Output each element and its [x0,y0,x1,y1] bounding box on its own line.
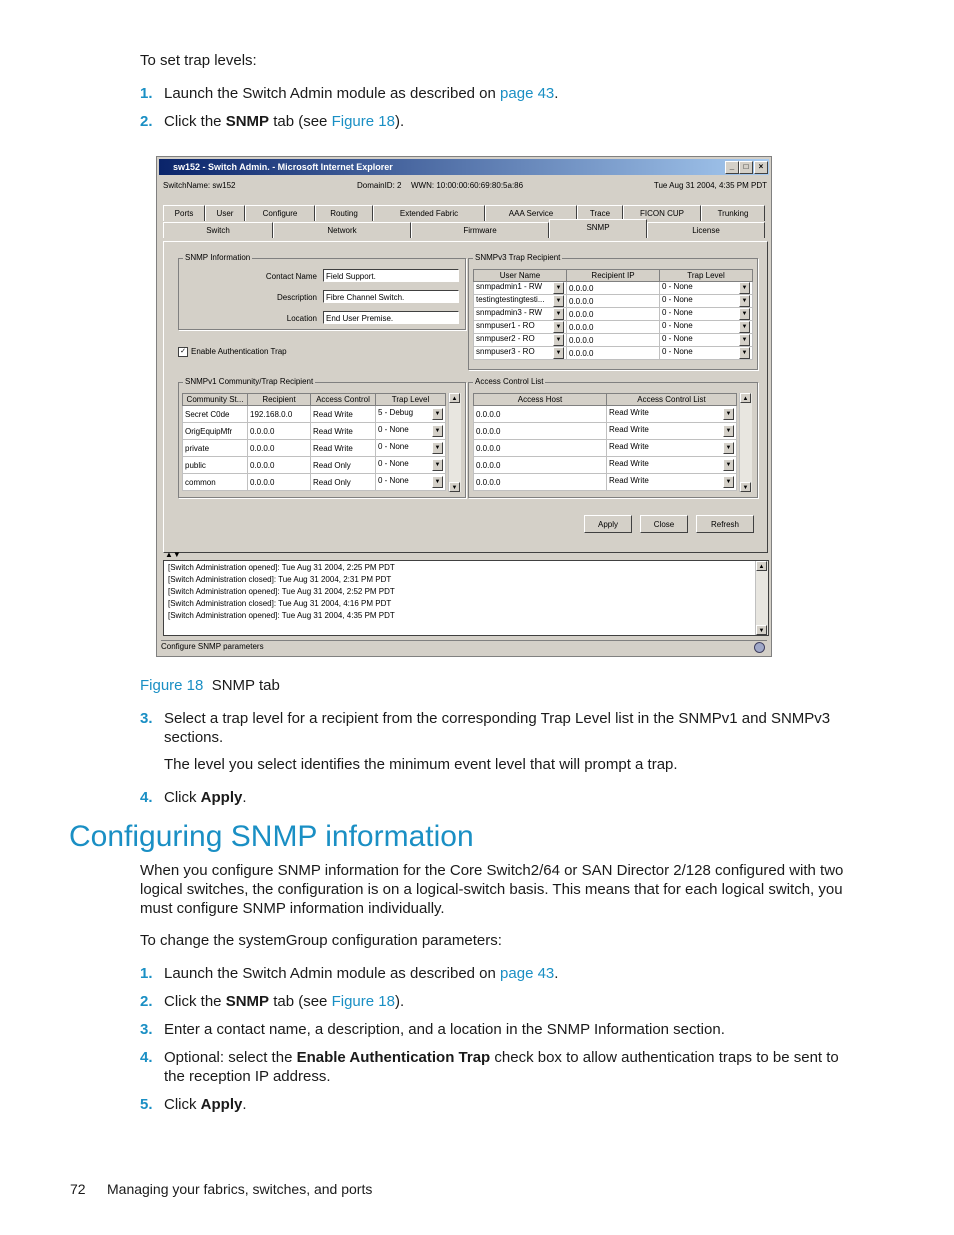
auth-trap-checkbox[interactable]: ✓ Enable Authentication Trap [178,347,287,357]
step-a2: 2. Click the SNMP tab (see Figure 18). [140,113,405,130]
status-globe-icon [754,642,765,653]
step-b3: 3. Select a trap level for a recipient from the corresponding Trap Level list in the SNMPv1 and SNMPv3 sections. [140,710,831,746]
scroll-up-icon[interactable]: ▲ [740,393,751,403]
table-row[interactable]: snmpuser1 - RO ▼ 0.0.0.0 0 - None ▼ [474,321,753,334]
log-line: [Switch Administration opened]: Tue Aug 31 2004, 4:35 PM PDT [168,611,395,620]
dropdown-arrow-icon[interactable]: ▼ [739,282,750,294]
v1-header[interactable]: Trap Level [376,394,446,406]
description-field[interactable]: Fibre Channel Switch. [323,290,459,303]
acl-scrollbar[interactable] [739,393,752,492]
snmpv1-table [182,393,446,491]
dropdown-arrow-icon[interactable]: ▼ [739,308,750,320]
snmpv1-group: SNMPv1 Community/Trap Recipient Community St... Recipient Access Control Trap Level Secret C0de 192.168.0.0 Read Write 5 - Debug ▼ OrigEquipMfr 0.0.0.0 Read Write 0 - None ▼ private 0.0.0.0 Read Write 0 - None ▼ public 0.0.0.0 Read Only 0 - None ▼ common 0.0.0.0 Read Only 0 - None ▼ ▲ ▼ [178,382,466,498]
tab-aaa-service[interactable]: AAA Service [485,205,577,221]
dropdown-arrow-icon[interactable]: ▼ [723,442,734,454]
table-row[interactable]: 0.0.0.0 Read Write ▼ [474,423,737,440]
step-note: The level you select identifies the minimum event level that will prompt a trap. [164,756,678,773]
window-title: sw152 - Switch Admin. - Microsoft Internet Explorer [173,162,393,172]
footer-text: Managing your fabrics, switches, and ports [107,1181,373,1197]
v1-scrollbar[interactable] [448,393,461,492]
maximize-icon[interactable]: □ [739,161,753,174]
figure-link[interactable]: Figure 18 [331,113,395,130]
tab-network[interactable]: Network [273,222,411,238]
step-c4: 4. Optional: select the Enable Authentication Trap check box to allow authentication traps to be sent to the reception IP address. [140,1049,839,1085]
tab-trace[interactable]: Trace [577,205,623,221]
dropdown-arrow-icon[interactable]: ▼ [432,425,443,437]
switch-info-bar: SwitchName: sw152 DomainID: 2 WWN: 10:00:00:60:69:80:5a:86 Tue Aug 31 2004, 4:35 PM PDT [163,181,767,190]
apply-button[interactable]: Apply [584,515,632,533]
close-button[interactable]: Close [640,515,688,533]
tab-firmware[interactable]: Firmware [411,222,549,238]
status-bar [161,640,767,653]
tab-extended-fabric[interactable]: Extended Fabric [373,205,485,221]
tab-configure[interactable]: Configure [245,205,315,221]
v3-header[interactable]: Recipient IP [567,270,660,282]
snmpv3-group: SNMPv3 Trap Recipient User Name Recipient IP Trap Level snmpadmin1 - RW ▼ 0.0.0.0 0 - None ▼ testingtestingtesti... ▼ 0.0.0.0 0 - None ▼ snmpadmin3 - RW ▼ 0.0.0.0 0 - None ▼ snmpuser1 - RO ▼ 0.0.0.0 0 - None ▼ snmpuser2 - RO ▼ 0.0.0.0 0 - None ▼ snmpuser3 - RO ▼ 0.0.0.0 0 - None ▼ [468,258,758,370]
scroll-down-icon[interactable]: ▼ [449,482,460,492]
snmp-panel [163,241,768,553]
window-titlebar [159,159,769,175]
step-a1: 1. Launch the Switch Admin module as described on page 43. [140,85,559,102]
dropdown-arrow-icon[interactable]: ▼ [739,295,750,307]
log-scrollbar[interactable] [755,561,768,635]
scroll-down-icon[interactable]: ▼ [756,625,767,635]
tab-snmp[interactable]: SNMP [549,219,647,238]
checkbox-checked-icon[interactable]: ✓ [178,347,188,357]
splitter-arrows-icon[interactable]: ▲▼ [165,550,181,559]
tab-ports[interactable]: Ports [163,205,205,221]
v1-header[interactable]: Access Control [311,394,376,406]
log-line: [Switch Administration closed]: Tue Aug 31 2004, 2:31 PM PDT [168,575,392,584]
scroll-up-icon[interactable]: ▲ [756,561,767,571]
log-line: [Switch Administration closed]: Tue Aug 31 2004, 4:16 PM PDT [168,599,392,608]
refresh-button[interactable]: Refresh [696,515,754,533]
table-row[interactable]: snmpadmin1 - RW ▼ 0.0.0.0 0 - None ▼ [474,282,753,295]
acl-table [473,393,737,491]
scroll-down-icon[interactable]: ▼ [740,482,751,492]
table-row[interactable]: 0.0.0.0 Read Write ▼ [474,406,737,423]
page-link[interactable]: page 43 [500,85,555,102]
step-b4: 4. Click Apply. [140,789,247,806]
location-field[interactable]: End User Premise. [323,311,459,324]
log-line: [Switch Administration opened]: Tue Aug 31 2004, 2:52 PM PDT [168,587,395,596]
acl-header[interactable]: Access Host [474,394,607,406]
table-row[interactable]: 0.0.0.0 Read Write ▼ [474,440,737,457]
dropdown-arrow-icon[interactable]: ▼ [553,295,564,307]
table-row[interactable]: common 0.0.0.0 Read Only 0 - None ▼ [183,474,446,491]
switch-admin-window [156,156,772,657]
dropdown-arrow-icon[interactable]: ▼ [553,282,564,294]
snmp-information-group: SNMP Information Contact Name Field Support. Description Fibre Channel Switch. Location End User Premise. [178,258,466,330]
dropdown-arrow-icon[interactable]: ▼ [723,476,734,488]
table-row[interactable]: 0.0.0.0 Read Write ▼ [474,457,737,474]
dropdown-arrow-icon[interactable]: ▼ [432,408,443,420]
access-control-list-group: Access Control List Access Host Access Control List 0.0.0.0 Read Write ▼ 0.0.0.0 Read Write ▼ 0.0.0.0 Read Write ▼ 0.0.0.0 Read Write ▼ 0.0.0.0 Read Write ▼ ▲ ▼ [468,382,758,498]
scroll-up-icon[interactable]: ▲ [449,393,460,403]
contact-name-field[interactable]: Field Support. [323,269,459,282]
dropdown-arrow-icon[interactable]: ▼ [723,408,734,420]
dropdown-arrow-icon[interactable]: ▼ [432,442,443,454]
table-row[interactable]: Secret C0de 192.168.0.0 Read Write 5 - Debug ▼ [183,406,446,423]
table-row[interactable]: OrigEquipMfr 0.0.0.0 Read Write 0 - None ▼ [183,423,446,440]
tab-ficon-cup[interactable]: FICON CUP [623,205,701,221]
dropdown-arrow-icon[interactable]: ▼ [723,459,734,471]
section-heading: Configuring SNMP information [69,820,474,853]
minimize-icon[interactable]: _ [725,161,739,174]
step-c1: 1. Launch the Switch Admin module as described on page 43. [140,965,559,982]
table-row[interactable]: snmpuser3 - RO ▼ 0.0.0.0 0 - None ▼ [474,347,753,360]
table-row[interactable]: snmpadmin3 - RW ▼ 0.0.0.0 0 - None ▼ [474,308,753,321]
dropdown-arrow-icon[interactable]: ▼ [553,334,564,346]
step-c2: 2. Click the SNMP tab (see Figure 18). [140,993,405,1010]
table-row[interactable]: testingtestingtesti... ▼ 0.0.0.0 0 - None ▼ [474,295,753,308]
dropdown-arrow-icon[interactable]: ▼ [739,347,750,359]
dropdown-arrow-icon[interactable]: ▼ [723,425,734,437]
log-area [163,560,769,636]
table-row[interactable]: snmpuser2 - RO ▼ 0.0.0.0 0 - None ▼ [474,334,753,347]
table-row[interactable]: public 0.0.0.0 Read Only 0 - None ▼ [183,457,446,474]
snmpv3-table [473,269,753,360]
dropdown-arrow-icon[interactable]: ▼ [553,321,564,333]
intro-text: To set trap levels: [140,52,257,69]
tab-row-2 [163,222,765,238]
log-line: [Switch Administration opened]: Tue Aug 31 2004, 2:25 PM PDT [168,563,395,572]
dropdown-arrow-icon[interactable]: ▼ [739,321,750,333]
tab-row-1 [163,205,765,221]
page-number: 72 [70,1181,86,1197]
para-systemgroup: To change the systemGroup configuration parameters: [140,932,502,949]
tab-switch[interactable]: Switch [163,222,273,238]
dropdown-arrow-icon[interactable]: ▼ [432,476,443,488]
close-icon[interactable]: × [754,161,768,174]
table-row[interactable]: 0.0.0.0 Read Write ▼ [474,474,737,491]
figure-link[interactable]: Figure 18 [331,993,395,1010]
dropdown-arrow-icon[interactable]: ▼ [432,459,443,471]
figure-caption: Figure 18 SNMP tab [140,677,280,694]
v3-header[interactable]: User Name [474,270,567,282]
tab-user[interactable]: User [205,205,245,221]
para-logical-switch: When you configure SNMP information for the Core Switch2/64 or SAN Director 2/128 configured with two logical switches, the configuration is on a logical-switch basis. This means that for each logical switch, you must configure SNMP information individually. [140,862,844,917]
acl-header[interactable]: Access Control List [607,394,737,406]
v1-header[interactable]: Community St... [183,394,248,406]
step-c5: 5. Click Apply. [140,1096,247,1113]
dropdown-arrow-icon[interactable]: ▼ [739,334,750,346]
table-row[interactable]: private 0.0.0.0 Read Write 0 - None ▼ [183,440,446,457]
status-text: Configure SNMP parameters [161,642,264,651]
tab-license[interactable]: License [647,222,765,238]
dropdown-arrow-icon[interactable]: ▼ [553,308,564,320]
v1-header[interactable]: Recipient [248,394,311,406]
dropdown-arrow-icon[interactable]: ▼ [553,347,564,359]
page-link[interactable]: page 43 [500,965,555,982]
step-c3: 3. Enter a contact name, a description, and a location in the SNMP Information section. [140,1021,725,1038]
tab-routing[interactable]: Routing [315,205,373,221]
v3-header[interactable]: Trap Level [660,270,753,282]
tab-trunking[interactable]: Trunking [701,205,765,221]
